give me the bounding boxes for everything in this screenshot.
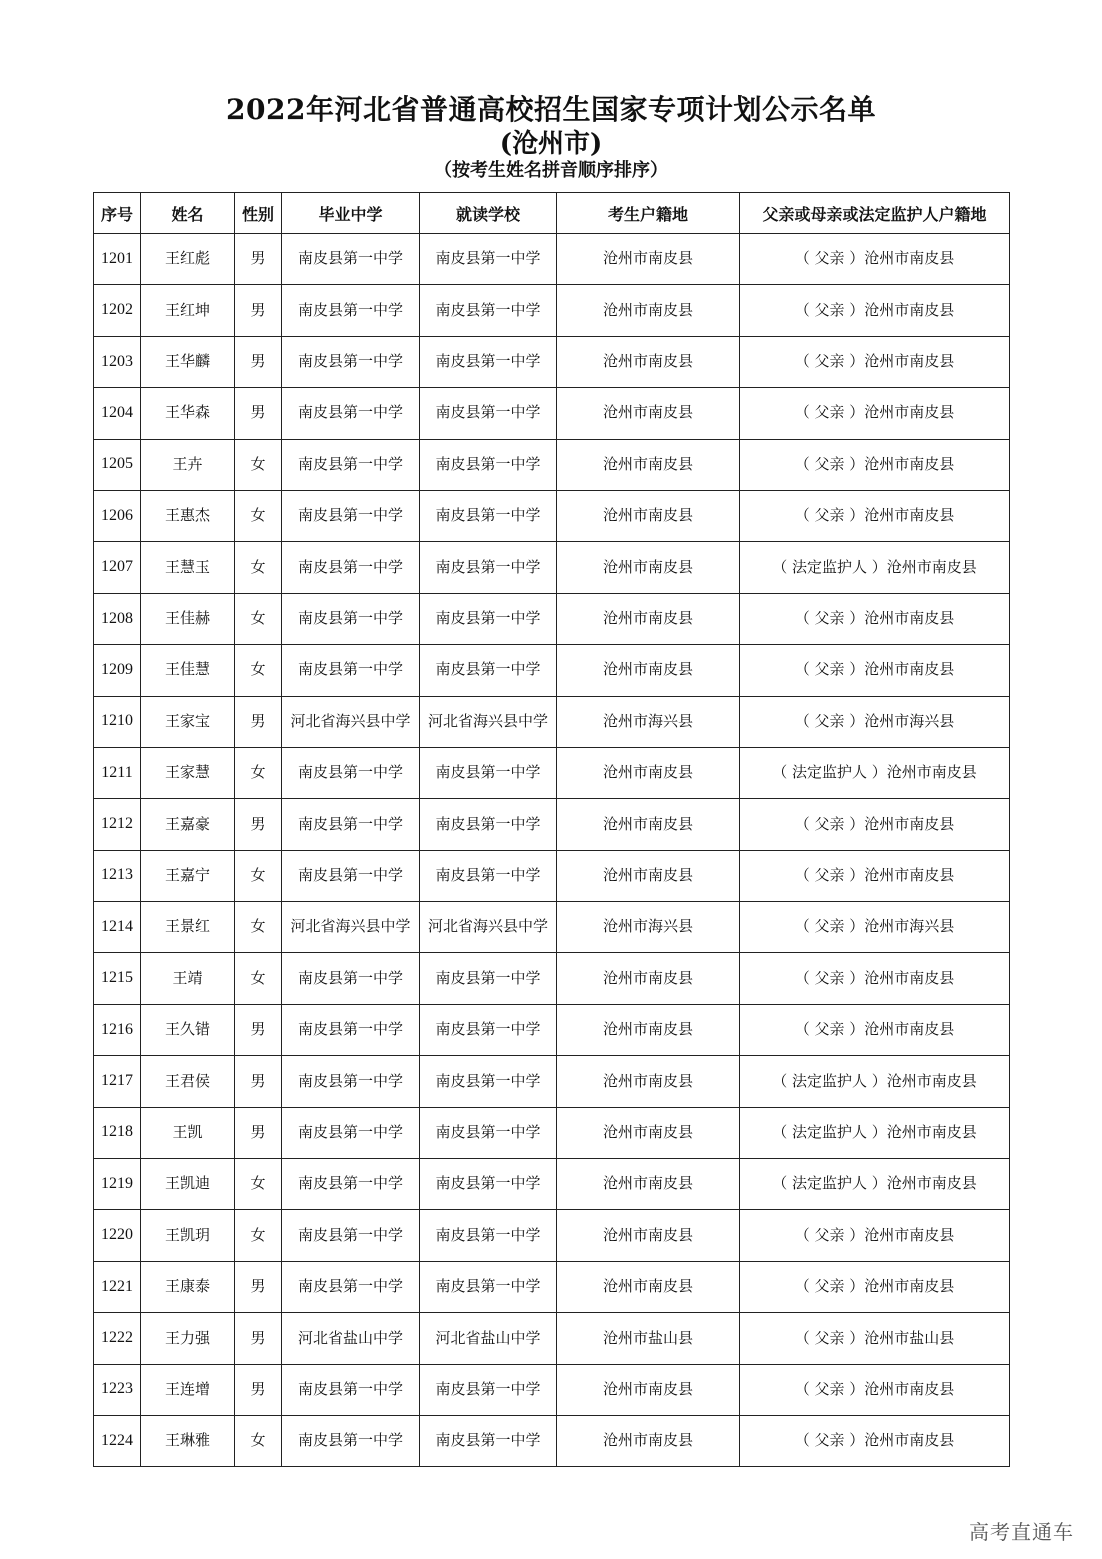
name-cell: 王慧玉	[141, 542, 235, 593]
gender-cell: 男	[235, 388, 282, 439]
document-subtitle: (沧州市)	[499, 129, 603, 159]
header-candidate-residence: 考生户籍地	[557, 193, 740, 234]
serial-cell: 1207	[94, 542, 141, 593]
candidate-residence-cell: 沧州市南皮县	[557, 439, 740, 490]
serial-cell: 1212	[94, 799, 141, 850]
current-school-cell: 河北省海兴县中学	[420, 902, 557, 953]
graduated-school-cell: 南皮县第一中学	[282, 490, 420, 541]
graduated-school-cell: 南皮县第一中学	[282, 953, 420, 1004]
candidate-residence-cell: 沧州市南皮县	[557, 1004, 740, 1055]
table-header-row	[94, 193, 1010, 234]
current-school-cell: 南皮县第一中学	[420, 439, 557, 490]
candidate-residence-cell: 沧州市南皮县	[557, 645, 740, 696]
guardian-residence-cell: （ 父亲 ）沧州市南皮县	[740, 1210, 1010, 1261]
table-row	[94, 1004, 1010, 1055]
name-cell: 王凯玥	[141, 1210, 235, 1261]
current-school-cell: 南皮县第一中学	[420, 1210, 557, 1261]
candidate-residence-cell: 沧州市海兴县	[557, 902, 740, 953]
table-row	[94, 336, 1010, 387]
gender-cell: 女	[235, 593, 282, 644]
name-cell: 王嘉宁	[141, 850, 235, 901]
table-row	[94, 388, 1010, 439]
gender-cell: 男	[235, 234, 282, 285]
guardian-residence-cell: （ 父亲 ）沧州市南皮县	[740, 388, 1010, 439]
serial-cell: 1216	[94, 1004, 141, 1055]
name-cell: 王君侯	[141, 1056, 235, 1107]
graduated-school-cell: 南皮县第一中学	[282, 1261, 420, 1312]
serial-cell: 1210	[94, 696, 141, 747]
gender-cell: 女	[235, 490, 282, 541]
current-school-cell: 南皮县第一中学	[420, 1107, 557, 1158]
candidate-residence-cell: 沧州市南皮县	[557, 1210, 740, 1261]
candidate-residence-cell: 沧州市南皮县	[557, 1364, 740, 1415]
current-school-cell: 南皮县第一中学	[420, 285, 557, 336]
candidate-residence-cell: 沧州市南皮县	[557, 1107, 740, 1158]
guardian-residence-cell: （ 父亲 ）沧州市南皮县	[740, 850, 1010, 901]
table-row	[94, 953, 1010, 1004]
name-cell: 王康泰	[141, 1261, 235, 1312]
table-row	[94, 696, 1010, 747]
current-school-cell: 南皮县第一中学	[420, 1004, 557, 1055]
table-row	[94, 645, 1010, 696]
guardian-residence-cell: （ 父亲 ）沧州市南皮县	[740, 645, 1010, 696]
guardian-residence-cell: （ 父亲 ）沧州市南皮县	[740, 234, 1010, 285]
gender-cell: 女	[235, 850, 282, 901]
guardian-residence-cell: （ 法定监护人 ）沧州市南皮县	[740, 1107, 1010, 1158]
serial-cell: 1219	[94, 1159, 141, 1210]
serial-cell: 1208	[94, 593, 141, 644]
candidate-residence-cell: 沧州市南皮县	[557, 747, 740, 798]
guardian-residence-cell: （ 父亲 ）沧州市南皮县	[740, 1364, 1010, 1415]
graduated-school-cell: 南皮县第一中学	[282, 1107, 420, 1158]
graduated-school-cell: 南皮县第一中学	[282, 1415, 420, 1466]
current-school-cell: 南皮县第一中学	[420, 388, 557, 439]
current-school-cell: 南皮县第一中学	[420, 1056, 557, 1107]
table-row	[94, 1415, 1010, 1466]
name-cell: 王景红	[141, 902, 235, 953]
header-guardian-residence: 父亲或母亲或法定监护人户籍地	[740, 193, 1010, 234]
current-school-cell: 南皮县第一中学	[420, 593, 557, 644]
gender-cell: 男	[235, 799, 282, 850]
candidate-table	[93, 192, 1010, 1467]
current-school-cell: 南皮县第一中学	[420, 490, 557, 541]
gender-cell: 女	[235, 542, 282, 593]
graduated-school-cell: 南皮县第一中学	[282, 850, 420, 901]
graduated-school-cell: 南皮县第一中学	[282, 1210, 420, 1261]
graduated-school-cell: 南皮县第一中学	[282, 388, 420, 439]
table-row	[94, 1056, 1010, 1107]
gender-cell: 男	[235, 285, 282, 336]
current-school-cell: 南皮县第一中学	[420, 953, 557, 1004]
guardian-residence-cell: （ 父亲 ）沧州市南皮县	[740, 336, 1010, 387]
table-row	[94, 799, 1010, 850]
candidate-residence-cell: 沧州市南皮县	[557, 388, 740, 439]
watermark: 高考直通车	[969, 1520, 1074, 1544]
gender-cell: 女	[235, 1159, 282, 1210]
serial-cell: 1204	[94, 388, 141, 439]
candidate-residence-cell: 沧州市南皮县	[557, 285, 740, 336]
graduated-school-cell: 南皮县第一中学	[282, 1159, 420, 1210]
graduated-school-cell: 南皮县第一中学	[282, 1056, 420, 1107]
guardian-residence-cell: （ 父亲 ）沧州市南皮县	[740, 439, 1010, 490]
name-cell: 王家慧	[141, 747, 235, 798]
serial-cell: 1201	[94, 234, 141, 285]
table-row	[94, 850, 1010, 901]
table-row	[94, 747, 1010, 798]
serial-cell: 1205	[94, 439, 141, 490]
header-current-school: 就读学校	[420, 193, 557, 234]
name-cell: 王靖	[141, 953, 235, 1004]
serial-cell: 1223	[94, 1364, 141, 1415]
table-row	[94, 1210, 1010, 1261]
graduated-school-cell: 河北省海兴县中学	[282, 696, 420, 747]
serial-cell: 1206	[94, 490, 141, 541]
candidate-residence-cell: 沧州市南皮县	[557, 234, 740, 285]
graduated-school-cell: 南皮县第一中学	[282, 747, 420, 798]
candidate-residence-cell: 沧州市海兴县	[557, 696, 740, 747]
header-graduated-school: 毕业中学	[282, 193, 420, 234]
name-cell: 王嘉豪	[141, 799, 235, 850]
table-row	[94, 1159, 1010, 1210]
gender-cell: 女	[235, 902, 282, 953]
serial-cell: 1203	[94, 336, 141, 387]
current-school-cell: 南皮县第一中学	[420, 542, 557, 593]
gender-cell: 男	[235, 1313, 282, 1364]
serial-cell: 1213	[94, 850, 141, 901]
serial-cell: 1224	[94, 1415, 141, 1466]
graduated-school-cell: 南皮县第一中学	[282, 645, 420, 696]
gender-cell: 女	[235, 747, 282, 798]
candidate-residence-cell: 沧州市南皮县	[557, 490, 740, 541]
guardian-residence-cell: （ 父亲 ）沧州市南皮县	[740, 593, 1010, 644]
current-school-cell: 南皮县第一中学	[420, 234, 557, 285]
graduated-school-cell: 南皮县第一中学	[282, 439, 420, 490]
name-cell: 王家宝	[141, 696, 235, 747]
candidate-residence-cell: 沧州市南皮县	[557, 953, 740, 1004]
serial-cell: 1211	[94, 747, 141, 798]
current-school-cell: 南皮县第一中学	[420, 336, 557, 387]
candidate-residence-cell: 沧州市南皮县	[557, 1159, 740, 1210]
candidate-residence-cell: 沧州市南皮县	[557, 336, 740, 387]
gender-cell: 女	[235, 953, 282, 1004]
candidate-residence-cell: 沧州市南皮县	[557, 1415, 740, 1466]
gender-cell: 男	[235, 1056, 282, 1107]
name-cell: 王连增	[141, 1364, 235, 1415]
guardian-residence-cell: （ 法定监护人 ）沧州市南皮县	[740, 1159, 1010, 1210]
guardian-residence-cell: （ 父亲 ）沧州市南皮县	[740, 953, 1010, 1004]
current-school-cell: 南皮县第一中学	[420, 1364, 557, 1415]
table-row	[94, 542, 1010, 593]
graduated-school-cell: 南皮县第一中学	[282, 542, 420, 593]
guardian-residence-cell: （ 父亲 ）沧州市南皮县	[740, 1415, 1010, 1466]
table-row	[94, 902, 1010, 953]
graduated-school-cell: 南皮县第一中学	[282, 593, 420, 644]
header-gender: 性别	[235, 193, 282, 234]
serial-cell: 1215	[94, 953, 141, 1004]
guardian-residence-cell: （ 父亲 ）沧州市南皮县	[740, 490, 1010, 541]
name-cell: 王久错	[141, 1004, 235, 1055]
guardian-residence-cell: （ 法定监护人 ）沧州市南皮县	[740, 542, 1010, 593]
name-cell: 王卉	[141, 439, 235, 490]
name-cell: 王华麟	[141, 336, 235, 387]
table-row	[94, 1364, 1010, 1415]
gender-cell: 男	[235, 1107, 282, 1158]
gender-cell: 女	[235, 1415, 282, 1466]
guardian-residence-cell: （ 父亲 ）沧州市南皮县	[740, 1004, 1010, 1055]
table-body	[94, 234, 1010, 1467]
name-cell: 王红彪	[141, 234, 235, 285]
current-school-cell: 南皮县第一中学	[420, 1261, 557, 1312]
serial-cell: 1209	[94, 645, 141, 696]
guardian-residence-cell: （ 父亲 ）沧州市南皮县	[740, 285, 1010, 336]
candidate-residence-cell: 沧州市南皮县	[557, 850, 740, 901]
graduated-school-cell: 南皮县第一中学	[282, 1004, 420, 1055]
current-school-cell: 河北省海兴县中学	[420, 696, 557, 747]
graduated-school-cell: 河北省盐山中学	[282, 1313, 420, 1364]
graduated-school-cell: 南皮县第一中学	[282, 285, 420, 336]
table-row	[94, 439, 1010, 490]
current-school-cell: 南皮县第一中学	[420, 1159, 557, 1210]
graduated-school-cell: 南皮县第一中学	[282, 799, 420, 850]
gender-cell: 男	[235, 1004, 282, 1055]
current-school-cell: 南皮县第一中学	[420, 850, 557, 901]
graduated-school-cell: 南皮县第一中学	[282, 1364, 420, 1415]
graduated-school-cell: 河北省海兴县中学	[282, 902, 420, 953]
name-cell: 王佳慧	[141, 645, 235, 696]
gender-cell: 男	[235, 336, 282, 387]
candidate-residence-cell: 沧州市南皮县	[557, 799, 740, 850]
graduated-school-cell: 南皮县第一中学	[282, 234, 420, 285]
guardian-residence-cell: （ 父亲 ）沧州市南皮县	[740, 1261, 1010, 1312]
table-row	[94, 285, 1010, 336]
sort-note: （按考生姓名拼音顺序排序）	[434, 160, 668, 181]
name-cell: 王凯	[141, 1107, 235, 1158]
name-cell: 王惠杰	[141, 490, 235, 541]
guardian-residence-cell: （ 法定监护人 ）沧州市南皮县	[740, 1056, 1010, 1107]
name-cell: 王华森	[141, 388, 235, 439]
gender-cell: 男	[235, 1261, 282, 1312]
guardian-residence-cell: （ 父亲 ）沧州市海兴县	[740, 902, 1010, 953]
table-row	[94, 1313, 1010, 1364]
guardian-residence-cell: （ 父亲 ）沧州市盐山县	[740, 1313, 1010, 1364]
gender-cell: 女	[235, 1210, 282, 1261]
gender-cell: 男	[235, 1364, 282, 1415]
current-school-cell: 南皮县第一中学	[420, 1415, 557, 1466]
serial-cell: 1202	[94, 285, 141, 336]
serial-cell: 1214	[94, 902, 141, 953]
candidate-residence-cell: 沧州市南皮县	[557, 593, 740, 644]
candidate-residence-cell: 沧州市南皮县	[557, 1056, 740, 1107]
gender-cell: 女	[235, 439, 282, 490]
guardian-residence-cell: （ 法定监护人 ）沧州市南皮县	[740, 747, 1010, 798]
candidate-residence-cell: 沧州市盐山县	[557, 1313, 740, 1364]
guardian-residence-cell: （ 父亲 ）沧州市南皮县	[740, 799, 1010, 850]
current-school-cell: 南皮县第一中学	[420, 799, 557, 850]
gender-cell: 男	[235, 696, 282, 747]
current-school-cell: 河北省盐山中学	[420, 1313, 557, 1364]
graduated-school-cell: 南皮县第一中学	[282, 336, 420, 387]
table-row	[94, 1261, 1010, 1312]
table-row	[94, 490, 1010, 541]
table-row	[94, 593, 1010, 644]
serial-cell: 1221	[94, 1261, 141, 1312]
gender-cell: 女	[235, 645, 282, 696]
current-school-cell: 南皮县第一中学	[420, 747, 557, 798]
table-row	[94, 1107, 1010, 1158]
name-cell: 王琳雅	[141, 1415, 235, 1466]
table-row	[94, 234, 1010, 285]
document-title: 2022年河北省普通高校招生国家专项计划公示名单	[226, 93, 876, 126]
serial-cell: 1218	[94, 1107, 141, 1158]
header-serial: 序号	[94, 193, 141, 234]
serial-cell: 1220	[94, 1210, 141, 1261]
serial-cell: 1217	[94, 1056, 141, 1107]
guardian-residence-cell: （ 父亲 ）沧州市海兴县	[740, 696, 1010, 747]
name-cell: 王凯迪	[141, 1159, 235, 1210]
name-cell: 王红坤	[141, 285, 235, 336]
candidate-residence-cell: 沧州市南皮县	[557, 1261, 740, 1312]
candidate-residence-cell: 沧州市南皮县	[557, 542, 740, 593]
current-school-cell: 南皮县第一中学	[420, 645, 557, 696]
header-name: 姓名	[141, 193, 235, 234]
name-cell: 王力强	[141, 1313, 235, 1364]
name-cell: 王佳赫	[141, 593, 235, 644]
serial-cell: 1222	[94, 1313, 141, 1364]
